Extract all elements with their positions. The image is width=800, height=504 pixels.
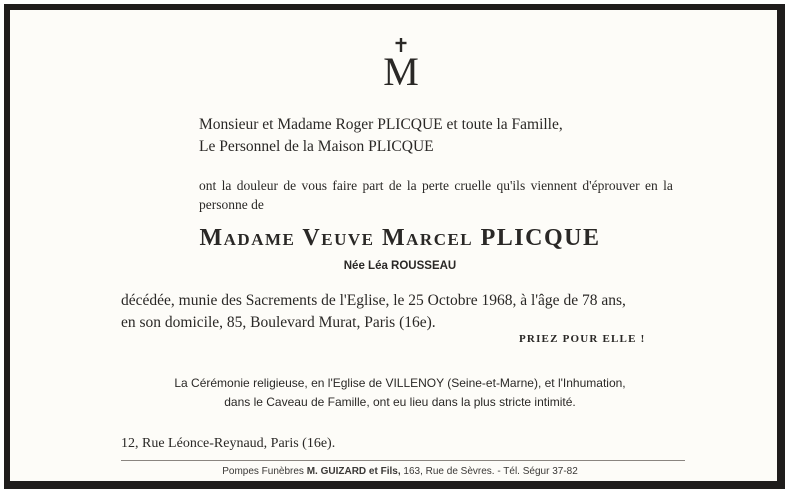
maiden-name: Née Léa ROUSSEAU — [343, 260, 457, 272]
family-line-2: Le Personnel de la Maison PLICQUE — [199, 138, 434, 155]
death-details-line-2: en son domicile, 85, Boulevard Murat, Paris (16e). — [121, 314, 436, 331]
prayer-text: PRIEZ POUR ELLE ! — [519, 333, 646, 345]
footer-address: 163, Rue de Sèvres. - Tél. Ségur 37-82 — [403, 466, 578, 477]
funeral-home-footer — [0, 466, 800, 477]
cross-monogram-icon — [378, 36, 424, 88]
family-address: 12, Rue Léonce-Reynaud, Paris (16e). — [121, 436, 336, 451]
ceremony-line-2: dans le Caveau de Famille, ont eu lieu dans la plus stricte intimité. — [224, 395, 576, 409]
announcement-line-1: ont la douleur de vous faire part de la perte cruelle qu'ils viennent d'éprouver en la — [199, 178, 673, 193]
footer-divider — [121, 460, 685, 461]
family-line-1: Monsieur et Madame Roger PLICQUE et toute la Famille, — [199, 116, 563, 133]
death-details-line-1: décédée, munie des Sacrements de l'Eglise, le 25 Octobre 1968, à l'âge de 78 ans, — [121, 292, 626, 309]
footer-prefix: Pompes Funèbres — [222, 466, 304, 477]
footer-company: M. GUIZARD et Fils, — [306, 466, 401, 477]
announcement-line-2: personne de — [199, 197, 264, 212]
ceremony-line-1: La Cérémonie religieuse, en l'Eglise de VILLENOY (Seine-et-Marne), et l'Inhumation, — [174, 376, 626, 390]
deceased-name: Madame Veuve Marcel PLICQUE — [199, 225, 601, 251]
svg-text:M: M — [383, 49, 419, 88]
